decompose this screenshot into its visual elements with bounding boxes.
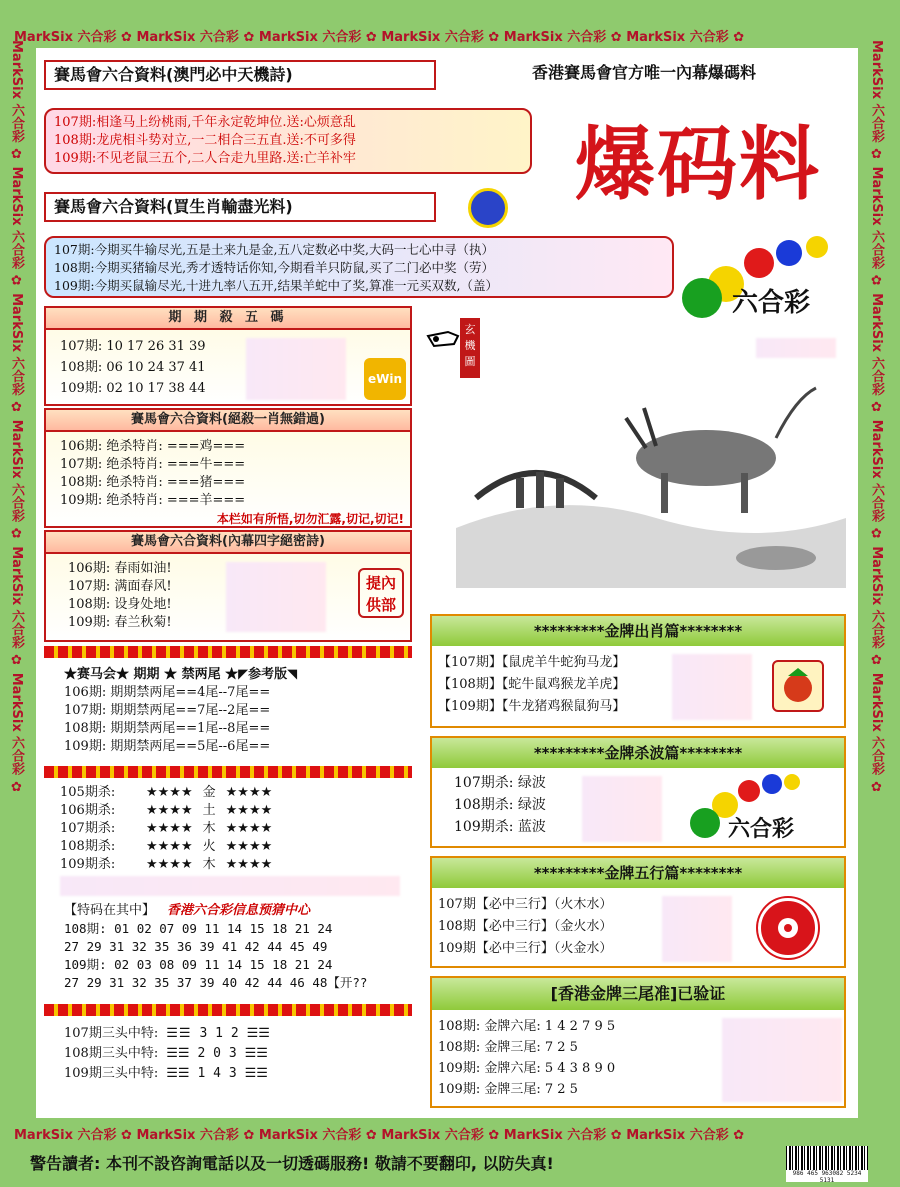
border-left-pattern: MarkSix 六合彩 ✿ MarkSix 六合彩 ✿ MarkSix 六合彩 ✿ MarkSix 六合彩 ✿ MarkSix 六合彩 ✿ MarkSix 六合彩 ✿: [9, 40, 24, 795]
ban-tail-row: 108期: 期期禁两尾==1尾--8尾==: [64, 721, 271, 736]
four-words-row: 108期: 设身处地!: [68, 597, 172, 612]
kill-one-row: 106期: 绝杀特肖: ===鸡===: [60, 439, 246, 454]
handshake-icon: [772, 660, 824, 712]
gold-five-row: 109期【必中三行】（火金水）: [438, 941, 613, 956]
gold-zodiac-row: 【109期】【牛龙猪鸡猴鼠狗马】: [438, 699, 626, 714]
four-words-title: 賽馬會六合資料(內幕四字絕密詩): [46, 532, 410, 554]
border-right-pattern: MarkSix 六合彩 ✿ MarkSix 六合彩 ✿ MarkSix 六合彩 ✿ MarkSix 六合彩 ✿ MarkSix 六合彩 ✿ MarkSix 六合彩 ✿: [869, 40, 884, 795]
gold-tail-panel: [430, 976, 846, 1108]
gold-tail-row: 108期: 金牌三尾: 7 2 5: [438, 1040, 578, 1055]
gold-five-title: *********金牌五行篇********: [432, 858, 844, 888]
blurred-area: [756, 338, 836, 358]
border-bottom-pattern: MarkSix 六合彩 ✿ MarkSix 六合彩 ✿ MarkSix 六合彩 ✿ MarkSix 六合彩 ✿ MarkSix 六合彩 ✿ MarkSix 六合彩 ✿: [14, 1128, 745, 1143]
page: [36, 48, 858, 1118]
gold-zodiac-panel: [430, 614, 846, 728]
liuhecai-logo: 六合彩: [732, 288, 811, 318]
special-center: 香港六合彩信息预猜中心: [167, 903, 311, 918]
gold-wave-title: *********金牌杀波篇********: [432, 738, 844, 768]
blurred-area: [60, 876, 400, 896]
kill-five-row: 108期: 06 10 24 37 41: [60, 360, 206, 375]
special-label: 【特码在其中】: [64, 903, 156, 918]
gold-zodiac-row: 【107期】【鼠虎羊牛蛇狗马龙】: [438, 655, 626, 670]
poem-line-108: 108期:龙虎相斗势对立,一二相合三五直.送:不可多得: [54, 133, 356, 148]
ban-tail-header: ★赛马会★ 期期 ★ 禁两尾 ★◤参考版◥: [64, 667, 298, 682]
three-head-row: 109期三头中特: ☰☰ 1 4 3 ☰☰: [64, 1066, 268, 1081]
gold-tail-row: 108期: 金牌六尾: 1 4 2 7 9 5: [438, 1019, 616, 1034]
dot-red: [744, 248, 774, 278]
dot-green: [682, 278, 722, 318]
internal-stamp: 提內供部: [358, 568, 404, 618]
kill-element-row: 108期杀: ★★★★ 火 ★★★★: [60, 839, 273, 854]
dot-red: [738, 780, 760, 802]
lose-line-109: 109期:今期买鼠输尽光,十进九率八五开,结果羊蛇中了奖,算准一元买双数,（盖）: [54, 278, 498, 293]
wave-logo: 六合彩: [728, 817, 795, 842]
decorative-divider: [44, 766, 412, 778]
three-head-row: 107期三头中特: ☰☰ 3 1 2 ☰☰: [64, 1026, 270, 1041]
gold-zodiac-row: 【108期】【蛇牛鼠鸡猴龙羊虎】: [438, 677, 626, 692]
kill-one-panel: [44, 408, 412, 528]
barcode-number: 986 465 963082 5234 5131: [792, 1170, 862, 1184]
gold-tail-row: 109期: 金牌六尾: 5 4 3 8 9 0: [438, 1061, 616, 1076]
gold-five-row: 108期【必中三行】（金火水）: [438, 919, 613, 934]
four-words-row: 109期: 春兰秋菊!: [68, 615, 172, 630]
kill-one-row: 108期: 绝杀特肖: ===猪===: [60, 475, 246, 490]
gold-five-panel: [430, 856, 846, 968]
kill-one-note: 本栏如有所悟,切勿汇露,切记,切记!: [216, 512, 404, 526]
special-row: 27 29 31 32 35 36 39 41 42 44 45 49: [64, 939, 328, 954]
decorative-divider: [44, 646, 412, 658]
dot-blue: [776, 240, 802, 266]
kill-element-row: 109期杀: ★★★★ 木 ★★★★: [60, 857, 273, 872]
barcode: [786, 1146, 868, 1182]
ban-tail-row: 107期: 期期禁两尾==7尾--2尾==: [64, 703, 271, 718]
kill-element-panel: [44, 782, 412, 874]
gold-wave-row: 107期杀: 绿波: [454, 775, 546, 791]
kill-five-panel: [44, 306, 412, 406]
special-row: 108期: 01 02 07 09 11 14 15 18 21 24: [64, 921, 333, 936]
blurred-area: [226, 562, 326, 632]
footer-warning: 警告讀者: 本刊不設咨詢電話以及一切透碼服務! 敬請不要翻印, 以防失真!: [30, 1154, 554, 1173]
gold-tail-row: 109期: 金牌三尾: 7 2 5: [438, 1082, 578, 1097]
ink-painting-image: [456, 378, 846, 588]
special-row: 27 29 31 32 35 37 39 40 42 44 46 48【开??: [64, 975, 368, 990]
kill-five-row: 107期: 10 17 26 31 39: [60, 339, 206, 354]
gold-wave-row: 108期杀: 绿波: [454, 797, 546, 813]
three-head-panel: [44, 1022, 412, 1088]
gold-wave-row: 109期杀: 蓝波: [454, 819, 546, 835]
kill-one-title: 賽馬會六合資料(絕殺一肖無錯過): [46, 410, 410, 432]
special-row: 109期: 02 03 08 09 11 14 15 18 21 24: [64, 957, 333, 972]
ban-tail-row: 109期: 期期禁两尾==5尾--6尾==: [64, 739, 271, 754]
lose-title: 賽馬會六合資料(買生肖輸盡光料): [44, 192, 436, 222]
four-words-panel: [44, 530, 412, 642]
four-words-row: 106期: 春雨如油!: [68, 561, 172, 576]
dot-yellow-small: [784, 774, 800, 790]
border-top-pattern: MarkSix 六合彩 ✿ MarkSix 六合彩 ✿ MarkSix 六合彩 ✿ MarkSix 六合彩 ✿ MarkSix 六合彩 ✿ MarkSix 六合彩 ✿: [14, 30, 745, 45]
header-right-title: 香港賽馬會官方唯一內幕爆碼料: [444, 60, 844, 90]
xuanji-label: 玄機圖: [460, 318, 480, 378]
four-words-row: 107期: 满面春风!: [68, 579, 172, 594]
ban-tail-row: 106期: 期期禁两尾==4尾--7尾==: [64, 685, 271, 700]
dot-blue: [762, 774, 782, 794]
lose-line-108: 108期:今期买猪输尽光,秀才透特话你知,今期看羊只防鼠,买了二门必中奖（劳）: [54, 260, 494, 275]
poem-line-107: 107期:相逢马上纷桃雨,千年永定乾坤位.送:心烦意乱: [54, 115, 356, 130]
kill-element-row: 105期杀: ★★★★ 金 ★★★★: [60, 785, 273, 800]
lose-block: [44, 236, 674, 298]
horse-emblem-icon: [468, 188, 508, 228]
gold-wave-panel: [430, 736, 846, 848]
pointing-hand-icon: [424, 318, 464, 358]
poem-line-109: 109期:不见老鼠三五个,二人合走九里路.送:亡羊补牢: [54, 151, 356, 166]
blurred-area: [662, 896, 732, 962]
poem-block: [44, 108, 532, 174]
blurred-area: [672, 654, 752, 720]
gold-five-row: 107期【必中三行】（火木水）: [438, 897, 613, 912]
kill-element-row: 106期杀: ★★★★ 土 ★★★★: [60, 803, 273, 818]
dot-green: [690, 808, 720, 838]
header-left-title: 賽馬會六合資料(澳門必中天機詩): [44, 60, 436, 90]
dot-yellow-small: [806, 236, 828, 258]
kill-element-row: 107期杀: ★★★★ 木 ★★★★: [60, 821, 273, 836]
kill-one-row: 107期: 绝杀特肖: ===牛===: [60, 457, 246, 472]
blurred-area: [722, 1018, 842, 1102]
blurred-area: [246, 338, 346, 400]
ewin-badge: eWin: [364, 358, 406, 400]
hk-emblem-icon: [758, 898, 818, 958]
gold-tail-title: [香港金牌三尾准]已验证: [432, 978, 844, 1010]
blurred-area: [582, 776, 662, 842]
kill-five-row: 109期: 02 10 17 38 44: [60, 381, 206, 396]
special-panel: [44, 900, 416, 1000]
three-head-row: 108期三头中特: ☰☰ 2 0 3 ☰☰: [64, 1046, 268, 1061]
decorative-divider: [44, 1004, 412, 1016]
kill-one-row: 109期: 绝杀特肖: ===羊===: [60, 493, 246, 508]
ban-tail-panel: [44, 662, 412, 762]
kill-five-title: 期 期 殺 五 碼: [46, 308, 410, 330]
lose-line-107: 107期:今期买牛输尽光,五是土来九是金,五八定数必中奖,大码一七心中寻（执）: [54, 242, 494, 257]
gold-zodiac-title: *********金牌出肖篇********: [432, 616, 844, 646]
big-title: 爆码料: [575, 118, 821, 211]
